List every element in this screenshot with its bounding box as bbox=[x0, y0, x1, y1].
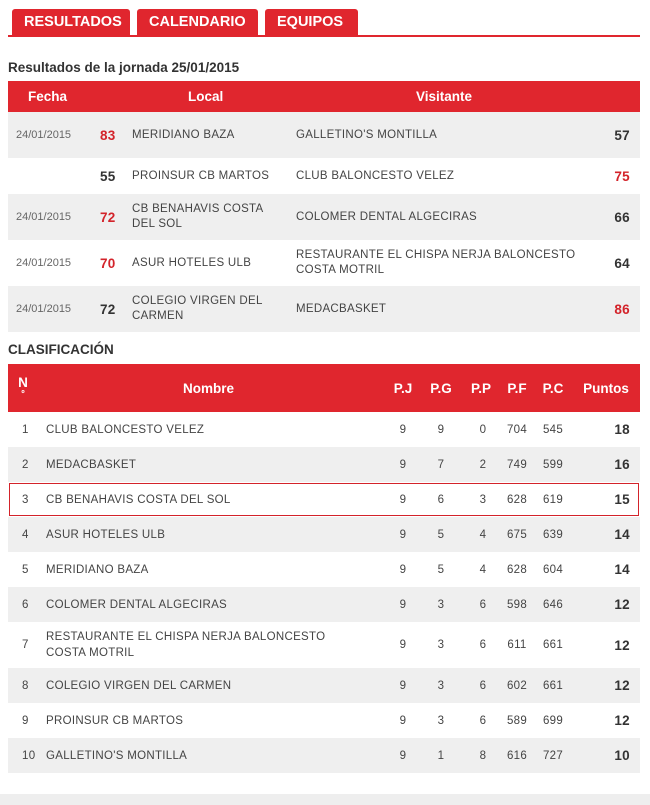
stat-pc: 727 bbox=[542, 749, 564, 762]
away-team[interactable]: GALLETINO'S MONTILLA bbox=[296, 128, 438, 141]
header-pj: P.J bbox=[393, 380, 413, 396]
header-nombre: Nombre bbox=[183, 380, 235, 396]
stat-pj: 9 bbox=[399, 714, 407, 727]
stat-puntos: 16 bbox=[614, 457, 630, 472]
header-fecha: Fecha bbox=[28, 89, 68, 104]
stat-pc: 639 bbox=[542, 528, 564, 541]
stat-pg: 3 bbox=[437, 714, 445, 727]
stat-puntos: 18 bbox=[614, 422, 630, 437]
stat-pc: 661 bbox=[542, 679, 564, 692]
away-team[interactable]: RESTAURANTE EL CHISPA NERJA BALONCESTO COSTA MOTRIL bbox=[296, 249, 576, 276]
stat-puntos: 14 bbox=[614, 527, 630, 542]
stat-pg: 5 bbox=[437, 563, 445, 576]
position: 9 bbox=[22, 714, 29, 727]
standings-table bbox=[8, 364, 640, 773]
standings-row bbox=[8, 447, 640, 482]
home-team[interactable]: CB BENAHAVIS COSTA DEL SOL bbox=[132, 203, 263, 230]
team-name[interactable]: RESTAURANTE EL CHISPA NERJA BALONCESTO COSTA MOTRIL bbox=[46, 631, 326, 659]
stat-pp: 6 bbox=[479, 639, 487, 651]
stat-puntos: 12 bbox=[614, 637, 630, 653]
stat-pf: 704 bbox=[506, 423, 528, 436]
stat-pc: 699 bbox=[542, 714, 564, 727]
position: 3 bbox=[22, 493, 29, 506]
results-body bbox=[8, 112, 640, 332]
standings-row bbox=[8, 517, 640, 552]
stat-pp: 4 bbox=[479, 528, 487, 541]
home-team[interactable]: MERIDIANO BAZA bbox=[132, 128, 235, 141]
home-team[interactable]: PROINSUR CB MARTOS bbox=[132, 169, 270, 182]
home-score: 55 bbox=[100, 168, 116, 184]
standings-row bbox=[8, 703, 640, 738]
result-date: 24/01/2015 bbox=[16, 257, 72, 269]
team-name[interactable]: GALLETINO'S MONTILLA bbox=[46, 749, 188, 762]
stat-pc: 545 bbox=[542, 423, 564, 436]
stat-pg: 9 bbox=[437, 423, 445, 436]
stat-pg: 3 bbox=[437, 639, 445, 651]
away-team[interactable]: COLOMER DENTAL ALGECIRAS bbox=[296, 210, 478, 223]
stat-pp: 2 bbox=[479, 458, 487, 471]
standings-row bbox=[8, 738, 640, 773]
team-name[interactable]: MEDACBASKET bbox=[46, 458, 137, 471]
stat-pf: 598 bbox=[506, 598, 528, 611]
stat-puntos: 15 bbox=[614, 492, 630, 507]
away-team[interactable]: CLUB BALONCESTO VELEZ bbox=[296, 169, 455, 182]
result-row bbox=[8, 112, 640, 158]
stat-puntos: 10 bbox=[614, 748, 630, 763]
stat-pf: 675 bbox=[506, 528, 528, 541]
stat-pj: 9 bbox=[399, 749, 407, 762]
stat-pp: 6 bbox=[479, 714, 487, 727]
team-name[interactable]: ASUR HOTELES ULB bbox=[46, 528, 166, 541]
header-n-sub: º bbox=[21, 388, 25, 398]
tab-equipos[interactable]: EQUIPOS bbox=[265, 9, 358, 36]
result-date: 24/01/2015 bbox=[16, 303, 72, 315]
stat-pf: 749 bbox=[506, 458, 528, 471]
standings-header bbox=[8, 364, 640, 412]
home-score: 72 bbox=[100, 301, 116, 317]
stat-pc: 661 bbox=[542, 639, 564, 651]
tab-resultados[interactable]: RESULTADOS bbox=[12, 9, 130, 36]
away-score: 75 bbox=[614, 168, 630, 184]
home-score: 83 bbox=[100, 127, 116, 143]
stat-pf: 628 bbox=[506, 563, 528, 576]
stat-pj: 9 bbox=[399, 679, 407, 692]
position: 5 bbox=[22, 563, 29, 576]
stat-pp: 0 bbox=[479, 423, 487, 436]
standings-row bbox=[8, 622, 640, 668]
stat-pp: 8 bbox=[479, 749, 487, 762]
stat-pf: 589 bbox=[506, 714, 528, 727]
result-row bbox=[8, 240, 640, 286]
result-row bbox=[8, 286, 640, 332]
team-name[interactable]: MERIDIANO BAZA bbox=[46, 563, 149, 576]
tab-underline bbox=[8, 35, 640, 37]
stat-pp: 4 bbox=[479, 563, 487, 576]
results-title: Resultados de la jornada 25/01/2015 bbox=[8, 60, 240, 75]
home-team[interactable]: ASUR HOTELES ULB bbox=[132, 256, 252, 269]
standings-row bbox=[8, 587, 640, 622]
team-name[interactable]: PROINSUR CB MARTOS bbox=[46, 714, 184, 727]
stat-pj: 9 bbox=[399, 493, 407, 506]
result-date: 24/01/2015 bbox=[16, 129, 72, 141]
standings-row bbox=[8, 412, 640, 447]
results-header bbox=[8, 81, 640, 112]
stat-pg: 1 bbox=[437, 749, 445, 762]
stat-pg: 3 bbox=[437, 598, 445, 611]
standings-title: CLASIFICACIÓN bbox=[8, 342, 114, 357]
away-score: 66 bbox=[614, 209, 630, 225]
header-n-label: N bbox=[18, 375, 28, 390]
stat-pg: 5 bbox=[437, 528, 445, 541]
header-n bbox=[16, 364, 30, 412]
standings-row bbox=[8, 668, 640, 703]
stat-puntos: 12 bbox=[614, 597, 630, 612]
stat-puntos: 12 bbox=[614, 713, 630, 728]
footer-bar bbox=[0, 794, 650, 805]
stat-pc: 646 bbox=[542, 598, 564, 611]
away-score: 64 bbox=[614, 255, 630, 271]
position: 6 bbox=[22, 598, 29, 611]
stat-pj: 9 bbox=[399, 528, 407, 541]
stat-pj: 9 bbox=[399, 563, 407, 576]
results-table bbox=[8, 81, 640, 332]
stat-pf: 611 bbox=[507, 639, 527, 651]
stat-puntos: 14 bbox=[614, 562, 630, 577]
home-score: 70 bbox=[100, 255, 116, 271]
stat-pp: 3 bbox=[479, 493, 487, 506]
stat-pp: 6 bbox=[479, 598, 487, 611]
header-puntos: Puntos bbox=[583, 380, 629, 396]
home-team[interactable]: COLEGIO VIRGEN DEL CARMEN bbox=[132, 295, 263, 322]
standings-row bbox=[8, 482, 640, 517]
away-score: 86 bbox=[614, 301, 630, 317]
stat-pj: 9 bbox=[399, 639, 407, 651]
stat-pf: 628 bbox=[506, 493, 528, 506]
header-pc: P.C bbox=[542, 380, 564, 396]
standings-body bbox=[8, 412, 640, 773]
position: 2 bbox=[22, 458, 29, 471]
team-name[interactable]: CB BENAHAVIS COSTA DEL SOL bbox=[46, 493, 231, 506]
header-local: Local bbox=[188, 89, 224, 104]
stat-pg: 7 bbox=[437, 458, 445, 471]
stat-pj: 9 bbox=[399, 423, 407, 436]
tab-bar bbox=[12, 9, 358, 36]
stat-pp: 6 bbox=[479, 679, 487, 692]
away-team[interactable]: MEDACBASKET bbox=[296, 302, 387, 315]
result-row bbox=[8, 158, 640, 194]
header-visitante: Visitante bbox=[416, 89, 473, 104]
team-name[interactable]: CLUB BALONCESTO VELEZ bbox=[46, 423, 205, 436]
stat-pj: 9 bbox=[399, 458, 407, 471]
stat-pc: 599 bbox=[542, 458, 564, 471]
position: 4 bbox=[22, 528, 29, 541]
position: 10 bbox=[22, 749, 36, 762]
stat-pc: 619 bbox=[542, 493, 564, 506]
result-date: 24/01/2015 bbox=[16, 211, 72, 223]
position: 1 bbox=[22, 423, 29, 436]
home-score: 72 bbox=[100, 209, 116, 225]
stat-pg: 6 bbox=[437, 493, 445, 506]
away-score: 57 bbox=[614, 127, 630, 143]
team-name[interactable]: COLOMER DENTAL ALGECIRAS bbox=[46, 598, 228, 611]
stat-pf: 616 bbox=[506, 749, 528, 762]
stat-puntos: 12 bbox=[614, 678, 630, 693]
stat-pc: 604 bbox=[542, 563, 564, 576]
result-row bbox=[8, 194, 640, 240]
stat-pj: 9 bbox=[399, 598, 407, 611]
stat-pg: 3 bbox=[437, 679, 445, 692]
tab-calendario[interactable]: CALENDARIO bbox=[137, 9, 258, 36]
position: 7 bbox=[22, 639, 29, 651]
header-pp: P.P bbox=[470, 380, 492, 396]
team-name[interactable]: COLEGIO VIRGEN DEL CARMEN bbox=[46, 679, 232, 692]
standings-row bbox=[8, 552, 640, 587]
position: 8 bbox=[22, 679, 29, 692]
header-pg: P.G bbox=[430, 380, 452, 396]
stat-pf: 602 bbox=[506, 679, 528, 692]
header-pf: P.F bbox=[507, 380, 527, 396]
